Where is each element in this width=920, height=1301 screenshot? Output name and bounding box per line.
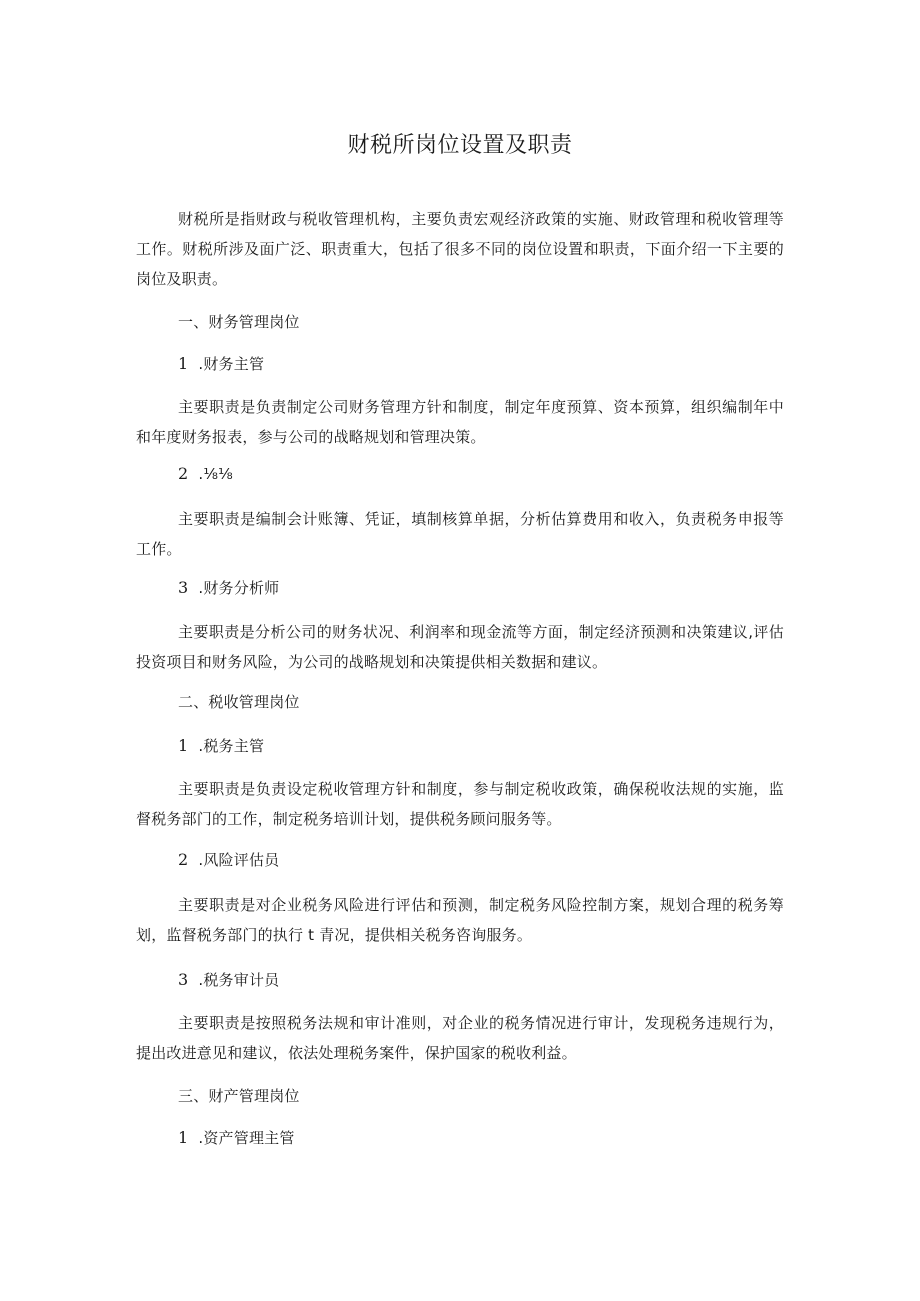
item-desc-financial-analyst: 主要职责是分析公司的财务状况、利润率和现金流等方面，制定经济预测和决策建议,评估投资项目和财务风险，为公司的战略规划和决策提供相关数据和建议。 — [136, 623, 784, 671]
item-number: 2 — [178, 850, 189, 869]
item-number: 3 — [178, 970, 189, 989]
item-label: .税务审计员 — [198, 971, 280, 989]
item-desc-risk-assessor: 主要职责是对企业税务风险进行评估和预测，制定税务风险控制方案，规划合理的税务筹划，监督税务部门的执行 t 青况，提供相关税务咨询服务。 — [136, 896, 784, 944]
item-label: .⅛⅛ — [198, 465, 233, 483]
item-number: 3 — [178, 578, 189, 597]
item-label: .风险评估员 — [198, 851, 280, 869]
item-heading-risk-assessor — [178, 848, 279, 872]
item-heading-tax-auditor — [178, 968, 279, 992]
item-desc-finance-manager: 主要职责是负责制定公司财务管理方针和制度，制定年度预算、资本预算，组织编制年中和年度财务报表，参与公司的战略规划和管理决策。 — [136, 398, 784, 446]
item-label: .财务分析师 — [198, 579, 280, 597]
page-title: 财税所岗位设置及职责 — [347, 133, 573, 158]
item-heading-accountant — [178, 462, 233, 486]
item-number: 1 — [178, 354, 189, 373]
item-heading-asset-manager — [178, 1126, 295, 1150]
item-number: 1 — [178, 736, 189, 755]
item-number: 1 — [178, 1128, 189, 1147]
item-desc-accountant: 主要职责是编制会计账簿、凭证，填制核算单据，分析估算费用和收入，负责税务申报等工作。 — [136, 510, 784, 558]
item-label: .财务主管 — [198, 355, 265, 373]
item-heading-tax-manager — [178, 734, 264, 758]
item-heading-financial-analyst — [178, 576, 279, 600]
item-number: 2 — [178, 464, 189, 483]
item-desc-tax-auditor: 主要职责是按照税务法规和审计准则，对企业的税务情况进行审计，发现税务违规行为，提出改进意见和建议，依法处理税务案件，保护国家的税收利益。 — [136, 1014, 784, 1062]
intro-paragraph: 财税所是指财政与税收管理机构，主要负责宏观经济政策的实施、财政管理和税收管理等工作。财税所涉及面广泛、职责重大，包括了很多不同的岗位设置和职责，下面介绍一下主要的岗位及职责。 — [136, 210, 784, 288]
item-label: .资产管理主管 — [198, 1129, 295, 1147]
section-heading-tax: 二、税收管理岗位 — [178, 693, 300, 711]
item-heading-finance-manager — [178, 352, 264, 376]
item-desc-tax-manager: 主要职责是负责设定税收管理方针和制度，参与制定税收政策，确保税收法规的实施，监督税务部门的工作，制定税务培训计划，提供税务顾问服务等。 — [136, 780, 784, 828]
item-label: .税务主管 — [198, 737, 265, 755]
section-heading-property: 三、财产管理岗位 — [178, 1087, 300, 1105]
section-heading-finance: 一、财务管理岗位 — [178, 313, 300, 331]
